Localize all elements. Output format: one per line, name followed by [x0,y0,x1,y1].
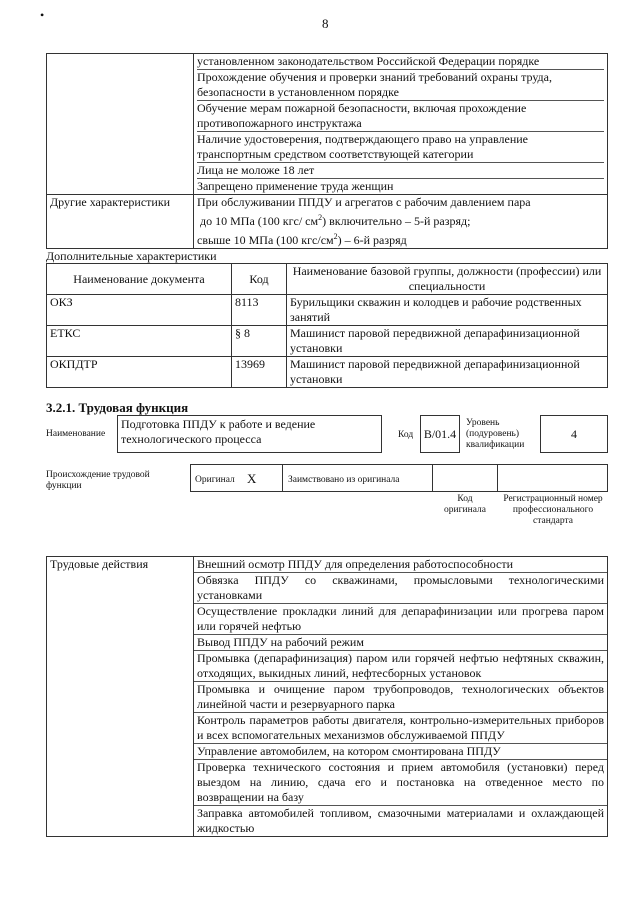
page-number: 8 [322,16,329,31]
action-item: Контроль параметров работы двигателя, контрольно-измерительных приборов и всех вспомогательных механизмов обслуживаемой ППДУ [194,713,607,744]
doc-code: 8113 [232,295,287,326]
characteristic-line: При обслуживании ППДУ и агрегатов с рабочим давлением пара [197,195,531,209]
doc-name: ЕТКС [47,326,232,357]
requirement-item: Лица не моложе 18 лет [197,163,604,179]
row-label: Другие характеристики [47,195,194,249]
code-label: Код [398,430,414,440]
qualification-table [46,53,608,249]
reg-number-caption: Регистрационный номер профессионального стандарта [503,494,603,526]
origin-divider [282,464,283,492]
level-label: Уровень (подуровень) квалификации [466,418,525,450]
table-row [47,557,608,837]
origin-divider [497,464,498,492]
table-row [47,195,608,249]
additional-table [46,263,608,388]
doc-name: ОКПДТР [47,357,232,388]
requirement-item: Обучение мерам пожарной безопасности, включая прохождение противопожарного инструктажа [197,101,604,132]
actions-table [46,556,608,837]
action-item: Управление автомобилем, на котором смонтирована ППДУ [194,744,607,760]
column-header: Наименование базовой группы, должности (профессии) или специальности [287,264,608,295]
level-value: 4 [540,415,608,453]
function-name: Подготовка ППДУ к работе и ведение технологического процесса [117,415,382,453]
column-header: Наименование документа [47,264,232,295]
margin-mark: • [40,8,45,22]
table-row [47,295,608,326]
origin-divider [432,464,433,492]
doc-code: § 8 [232,326,287,357]
original-label: Оригинал [195,475,235,485]
actions-label: Трудовые действия [47,557,194,837]
requirements-cell [194,54,608,195]
requirement-item: Наличие удостоверения, подтверждающего право на управление транспортным средством соответствующей категории [197,132,604,163]
doc-code: 13969 [232,357,287,388]
table-header-row [47,264,608,295]
table-row [47,54,608,195]
original-mark: X [247,471,257,486]
group-name: Бурильщики скважин и колодцев и рабочие родственных занятий [287,295,608,326]
action-item: Осуществление прокладки линий для депарафинизации или прогрева паром или горячей нефтью [194,604,607,635]
name-label: Наименование [46,429,106,439]
column-header: Код [232,264,287,295]
action-item: Промывка и очищение паром трубопроводов, технологических объектов линейной части и резервуарного парка [194,682,607,713]
characteristic-line: до 10 МПа (100 кгс/ $см^2$) включительно – 5-й разряд; [200,213,471,228]
row-label [47,54,194,195]
code-original-caption: Код оригинала [444,494,486,515]
function-code: B/01.4 [420,415,460,453]
requirement-item: Прохождение обучения и проверки знаний требований охраны труда, безопасности в установленном порядке [197,70,604,101]
group-name: Машинист паровой передвижной депарафинизационной установки [287,326,608,357]
additional-caption: Дополнительные характеристики [46,249,217,263]
action-item: Обвязка ППДУ со скважинами, промысловыми технологическими установками [194,573,607,604]
table-row [47,326,608,357]
action-item: Внешний осмотр ППДУ для определения работоспособности [194,557,607,573]
action-item: Проверка технического состояния и прием автомобиля (установки) перед выездом на линию, сдача его и постановка на отведенное место по возвращении на базу [194,760,607,806]
requirement-item: установленном законодательством Российской Федерации порядке [197,54,604,70]
characteristic-line: свыше 10 МПа (100 кгс/$см^2) - 6-й$ разряд [197,232,407,247]
requirement-item: Запрещено применение труда женщин [197,179,394,193]
action-item: Вывод ППДУ на рабочий режим [194,635,607,651]
group-name: Машинист паровой передвижной депарафинизационной установки [287,357,608,388]
other-characteristics [194,195,608,249]
origin-label: Происхождение трудовой функции [46,470,150,491]
actions-list [194,557,608,837]
borrowed-label: Заимствовано из оригинала [288,475,400,485]
table-row [47,357,608,388]
action-item: Заправка автомобилей топливом, смазочными материалами и охлаждающей жидкостью [197,806,604,835]
action-item: Промывка (депарафинизация) паром или горячей нефтью нефтяных скважин, отходящих, выкидных линий, нефтесборных установок [194,651,607,682]
section-title: 3.2.1. Трудовая функция [46,400,189,415]
doc-name: ОКЗ [47,295,232,326]
